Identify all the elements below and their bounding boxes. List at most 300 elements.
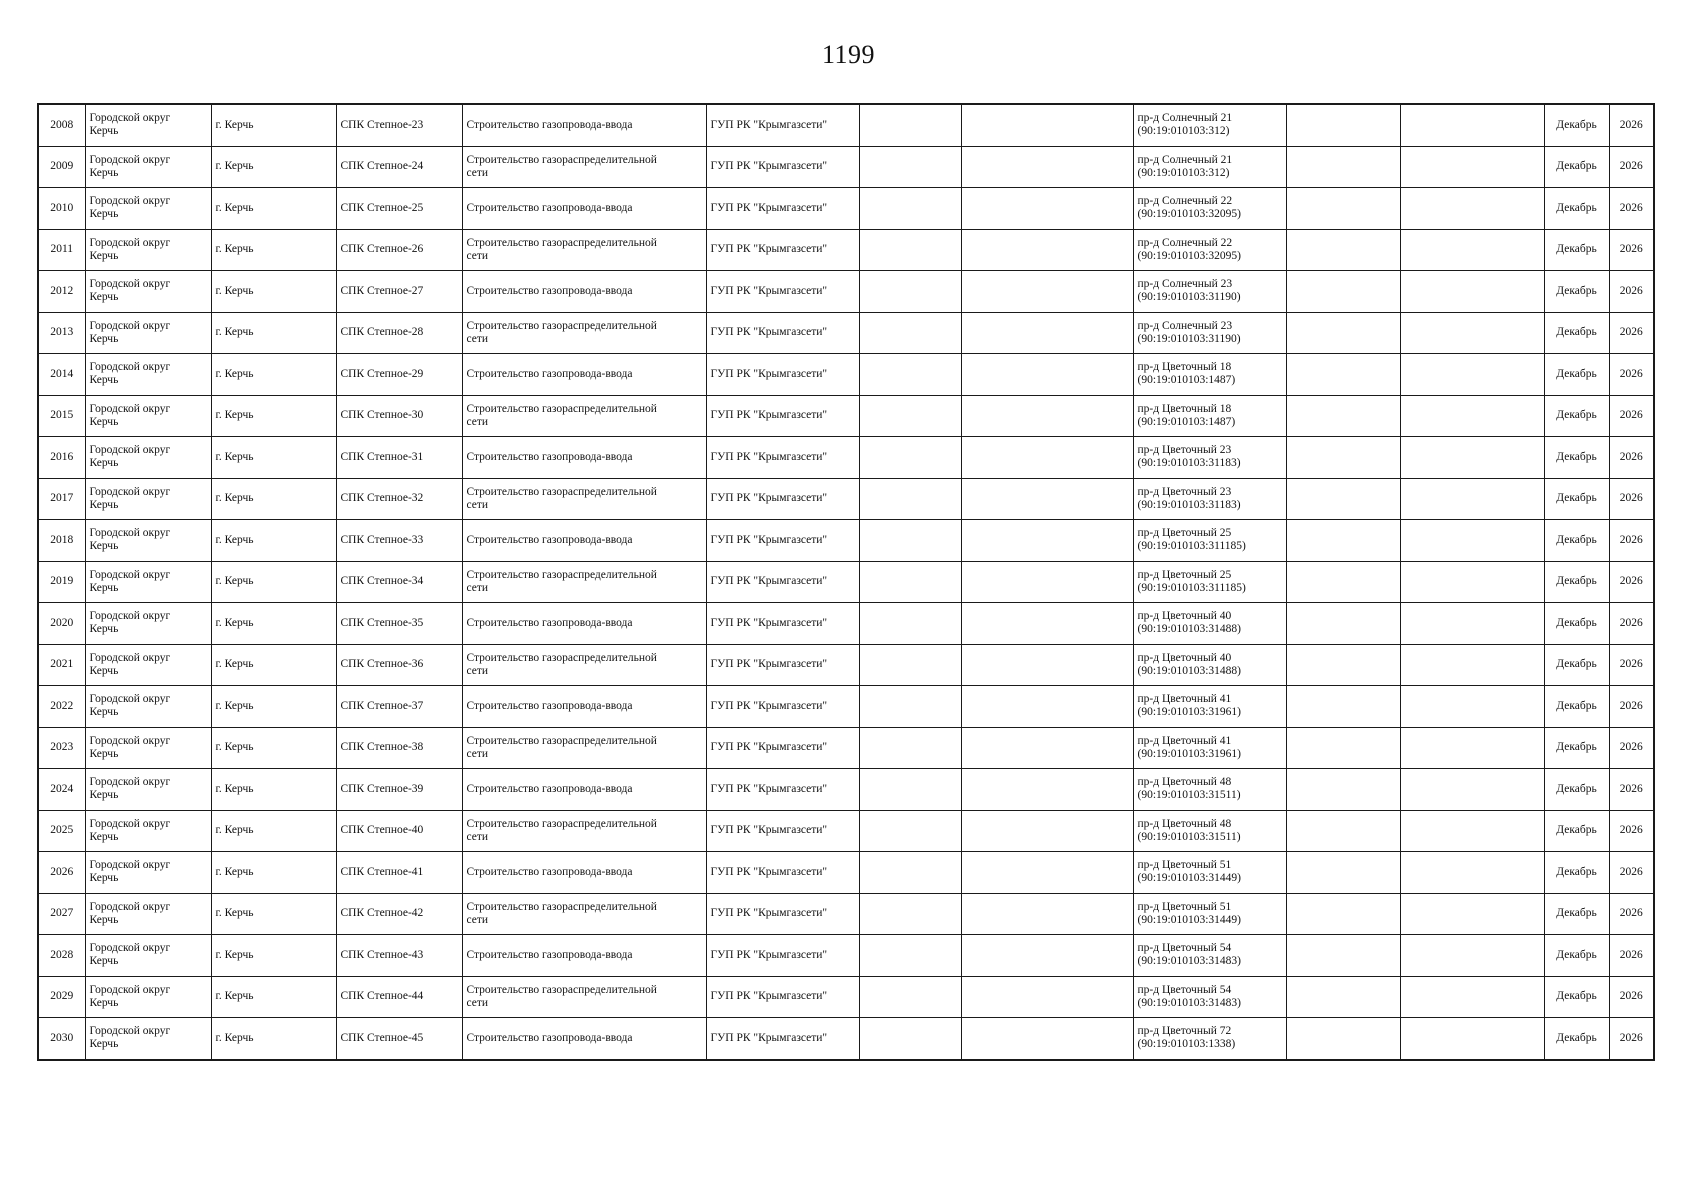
district-line-2: Керчь [89, 747, 119, 760]
month-cell: Декабрь [1544, 229, 1609, 271]
district-line-1: Городской округ [89, 568, 171, 581]
empty-cell [961, 395, 1133, 437]
district-line-1: Городской округ [89, 651, 171, 664]
work-line-1: Строительство газопровода-ввода [466, 865, 633, 878]
district-cell [85, 727, 211, 769]
empty-cell [1286, 769, 1400, 811]
table-row [38, 603, 1654, 645]
address-line-1: пр-д Цветочный 40 [1137, 651, 1232, 664]
empty-cell [859, 478, 961, 520]
work-line-1: Строительство газораспределительной [466, 485, 657, 498]
year-cell: 2026 [1609, 478, 1654, 520]
city-cell: г. Керчь [211, 437, 336, 479]
address-cell [1133, 146, 1286, 188]
address-cell [1133, 395, 1286, 437]
district-cell [85, 520, 211, 562]
address-line-1: пр-д Цветочный 54 [1137, 983, 1232, 996]
year-cell: 2026 [1609, 188, 1654, 230]
city-cell: г. Керчь [211, 229, 336, 271]
address-line-1: пр-д Цветочный 41 [1137, 693, 1232, 706]
empty-cell [961, 935, 1133, 977]
district-line-2: Керчь [89, 996, 119, 1009]
district-line-1: Городской округ [89, 278, 171, 291]
year-cell: 2026 [1609, 437, 1654, 479]
empty-cell [1286, 229, 1400, 271]
district-line-2: Керчь [89, 664, 119, 677]
address-line-1: пр-д Цветочный 25 [1137, 527, 1232, 540]
empty-cell [1286, 395, 1400, 437]
city-cell: г. Керчь [211, 603, 336, 645]
work-type-cell [462, 104, 706, 146]
object-cell: СПК Степное-45 [336, 1018, 462, 1060]
district-cell [85, 561, 211, 603]
district-line-2: Керчь [89, 913, 119, 926]
district-line-1: Городской округ [89, 153, 171, 166]
district-line-1: Городской округ [89, 776, 171, 789]
empty-cell [1286, 478, 1400, 520]
year-cell: 2026 [1609, 354, 1654, 396]
work-line-1: Строительство газораспределительной [466, 402, 657, 415]
table-row [38, 686, 1654, 728]
empty-cell [1400, 188, 1544, 230]
organization-cell: ГУП РК "Крымгазсети" [706, 893, 859, 935]
empty-cell [961, 852, 1133, 894]
district-line-1: Городской округ [89, 734, 171, 747]
empty-cell [859, 893, 961, 935]
work-line-2: сети [466, 664, 489, 677]
table-row [38, 810, 1654, 852]
empty-cell [961, 229, 1133, 271]
organization-cell: ГУП РК "Крымгазсети" [706, 395, 859, 437]
empty-cell [859, 229, 961, 271]
empty-cell [1286, 727, 1400, 769]
district-line-1: Городской округ [89, 402, 171, 415]
object-cell: СПК Степное-28 [336, 312, 462, 354]
table-row [38, 229, 1654, 271]
work-type-cell [462, 395, 706, 437]
empty-cell [1286, 852, 1400, 894]
organization-cell: ГУП РК "Крымгазсети" [706, 146, 859, 188]
row-number-cell: 2029 [38, 976, 85, 1018]
organization-cell: ГУП РК "Крымгазсети" [706, 769, 859, 811]
cadastral-number: (90:19:010103:31190) [1137, 332, 1241, 345]
year-cell: 2026 [1609, 312, 1654, 354]
city-cell: г. Керчь [211, 354, 336, 396]
month-cell: Декабрь [1544, 686, 1609, 728]
row-number-cell: 2009 [38, 146, 85, 188]
work-line-1: Строительство газораспределительной [466, 817, 657, 830]
address-cell [1133, 976, 1286, 1018]
empty-cell [1286, 437, 1400, 479]
address-line-1: пр-д Солнечный 21 [1137, 112, 1233, 125]
organization-cell: ГУП РК "Крымгазсети" [706, 104, 859, 146]
object-cell: СПК Степное-26 [336, 229, 462, 271]
year-cell: 2026 [1609, 146, 1654, 188]
cadastral-number: (90:19:010103:31511) [1137, 789, 1241, 802]
object-cell: СПК Степное-27 [336, 271, 462, 313]
district-cell [85, 478, 211, 520]
district-line-1: Городской округ [89, 319, 171, 332]
district-line-1: Городской округ [89, 859, 171, 872]
work-line-1: Строительство газораспределительной [466, 153, 657, 166]
address-cell [1133, 644, 1286, 686]
month-cell: Декабрь [1544, 893, 1609, 935]
work-type-cell [462, 603, 706, 645]
month-cell: Декабрь [1544, 312, 1609, 354]
month-cell: Декабрь [1544, 395, 1609, 437]
city-cell: г. Керчь [211, 1018, 336, 1060]
empty-cell [859, 271, 961, 313]
district-line-1: Городской округ [89, 983, 171, 996]
empty-cell [961, 104, 1133, 146]
cadastral-number: (90:19:010103:31190) [1137, 291, 1241, 304]
empty-cell [961, 188, 1133, 230]
table-body [38, 104, 1654, 1060]
cadastral-number: (90:19:010103:311185) [1137, 581, 1246, 594]
address-line-1: пр-д Солнечный 22 [1137, 195, 1233, 208]
month-cell: Декабрь [1544, 1018, 1609, 1060]
city-cell: г. Керчь [211, 104, 336, 146]
city-cell: г. Керчь [211, 312, 336, 354]
table-row [38, 437, 1654, 479]
empty-cell [1286, 810, 1400, 852]
address-line-1: пр-д Цветочный 18 [1137, 361, 1232, 374]
district-line-2: Керчь [89, 872, 119, 885]
address-line-1: пр-д Солнечный 22 [1137, 236, 1233, 249]
month-cell: Декабрь [1544, 146, 1609, 188]
object-cell: СПК Степное-32 [336, 478, 462, 520]
work-line-1: Строительство газораспределительной [466, 734, 657, 747]
object-cell: СПК Степное-41 [336, 852, 462, 894]
work-line-1: Строительство газопровода-ввода [466, 201, 633, 214]
work-line-1: Строительство газораспределительной [466, 651, 657, 664]
work-line-1: Строительство газопровода-ввода [466, 616, 633, 629]
row-number-cell: 2013 [38, 312, 85, 354]
work-line-1: Строительство газораспределительной [466, 983, 657, 996]
district-line-2: Керчь [89, 955, 119, 968]
table-row [38, 520, 1654, 562]
address-line-1: пр-д Цветочный 25 [1137, 568, 1232, 581]
address-cell [1133, 354, 1286, 396]
work-line-2: сети [466, 249, 489, 262]
year-cell: 2026 [1609, 976, 1654, 1018]
work-type-cell [462, 354, 706, 396]
district-line-2: Керчь [89, 830, 119, 843]
cadastral-number: (90:19:010103:32095) [1137, 208, 1241, 221]
district-line-1: Городской округ [89, 485, 171, 498]
empty-cell [859, 561, 961, 603]
address-cell [1133, 810, 1286, 852]
empty-cell [961, 1018, 1133, 1060]
empty-cell [859, 935, 961, 977]
row-number-cell: 2027 [38, 893, 85, 935]
city-cell: г. Керчь [211, 935, 336, 977]
work-type-cell [462, 769, 706, 811]
city-cell: г. Керчь [211, 976, 336, 1018]
empty-cell [859, 437, 961, 479]
empty-cell [1400, 603, 1544, 645]
cadastral-number: (90:19:010103:31449) [1137, 913, 1241, 926]
empty-cell [1286, 146, 1400, 188]
work-line-1: Строительство газопровода-ввода [466, 118, 633, 131]
register-table [37, 103, 1655, 1061]
empty-cell [1400, 1018, 1544, 1060]
organization-cell: ГУП РК "Крымгазсети" [706, 312, 859, 354]
district-line-1: Городской округ [89, 236, 171, 249]
empty-cell [1400, 727, 1544, 769]
organization-cell: ГУП РК "Крымгазсети" [706, 976, 859, 1018]
year-cell: 2026 [1609, 104, 1654, 146]
table-row [38, 769, 1654, 811]
district-cell [85, 437, 211, 479]
row-number-cell: 2011 [38, 229, 85, 271]
work-line-2: сети [466, 747, 489, 760]
address-line-1: пр-д Цветочный 48 [1137, 817, 1232, 830]
year-cell: 2026 [1609, 561, 1654, 603]
address-cell [1133, 312, 1286, 354]
year-cell: 2026 [1609, 935, 1654, 977]
organization-cell: ГУП РК "Крымгазсети" [706, 644, 859, 686]
work-type-cell [462, 644, 706, 686]
district-line-1: Городской округ [89, 693, 171, 706]
empty-cell [1286, 520, 1400, 562]
table-row [38, 852, 1654, 894]
empty-cell [961, 561, 1133, 603]
district-line-2: Керчь [89, 540, 119, 553]
empty-cell [961, 769, 1133, 811]
table-row [38, 727, 1654, 769]
empty-cell [1400, 271, 1544, 313]
district-line-2: Керчь [89, 789, 119, 802]
empty-cell [961, 146, 1133, 188]
year-cell: 2026 [1609, 1018, 1654, 1060]
work-type-cell [462, 1018, 706, 1060]
object-cell: СПК Степное-34 [336, 561, 462, 603]
year-cell: 2026 [1609, 229, 1654, 271]
organization-cell: ГУП РК "Крымгазсети" [706, 520, 859, 562]
address-cell [1133, 603, 1286, 645]
organization-cell: ГУП РК "Крымгазсети" [706, 561, 859, 603]
cadastral-number: (90:19:010103:31183) [1137, 498, 1241, 511]
empty-cell [1286, 188, 1400, 230]
table-row [38, 312, 1654, 354]
month-cell: Декабрь [1544, 437, 1609, 479]
object-cell: СПК Степное-36 [336, 644, 462, 686]
table-row [38, 104, 1654, 146]
empty-cell [1400, 810, 1544, 852]
address-cell [1133, 561, 1286, 603]
table-row [38, 478, 1654, 520]
district-line-2: Керчь [89, 623, 119, 636]
work-type-cell [462, 727, 706, 769]
object-cell: СПК Степное-23 [336, 104, 462, 146]
object-cell: СПК Степное-33 [336, 520, 462, 562]
city-cell: г. Керчь [211, 686, 336, 728]
district-line-1: Городской округ [89, 195, 171, 208]
empty-cell [1286, 644, 1400, 686]
district-line-1: Городской округ [89, 817, 171, 830]
address-line-1: пр-д Солнечный 23 [1137, 319, 1233, 332]
address-line-1: пр-д Цветочный 51 [1137, 859, 1232, 872]
district-cell [85, 810, 211, 852]
table-row [38, 146, 1654, 188]
empty-cell [1286, 561, 1400, 603]
city-cell: г. Керчь [211, 769, 336, 811]
empty-cell [961, 727, 1133, 769]
organization-cell: ГУП РК "Крымгазсети" [706, 188, 859, 230]
work-type-cell [462, 271, 706, 313]
district-line-2: Керчь [89, 498, 119, 511]
row-number-cell: 2020 [38, 603, 85, 645]
empty-cell [859, 976, 961, 1018]
work-line-1: Строительство газопровода-ввода [466, 699, 633, 712]
month-cell: Декабрь [1544, 271, 1609, 313]
organization-cell: ГУП РК "Крымгазсети" [706, 727, 859, 769]
address-cell [1133, 271, 1286, 313]
work-type-cell [462, 520, 706, 562]
cadastral-number: (90:19:010103:31488) [1137, 664, 1241, 677]
table-row [38, 188, 1654, 230]
district-line-2: Керчь [89, 457, 119, 470]
address-cell [1133, 852, 1286, 894]
work-line-2: сети [466, 415, 489, 428]
organization-cell: ГУП РК "Крымгазсети" [706, 810, 859, 852]
city-cell: г. Керчь [211, 520, 336, 562]
empty-cell [961, 354, 1133, 396]
page-number: 1199 [821, 40, 876, 69]
empty-cell [1286, 976, 1400, 1018]
city-cell: г. Керчь [211, 727, 336, 769]
district-line-1: Городской округ [89, 527, 171, 540]
cadastral-number: (90:19:010103:32095) [1137, 249, 1241, 262]
table-row [38, 893, 1654, 935]
empty-cell [859, 188, 961, 230]
month-cell: Декабрь [1544, 354, 1609, 396]
row-number-cell: 2021 [38, 644, 85, 686]
address-cell [1133, 769, 1286, 811]
row-number-cell: 2008 [38, 104, 85, 146]
organization-cell: ГУП РК "Крымгазсети" [706, 1018, 859, 1060]
work-line-1: Строительство газопровода-ввода [466, 367, 633, 380]
row-number-cell: 2024 [38, 769, 85, 811]
empty-cell [1286, 312, 1400, 354]
empty-cell [1286, 271, 1400, 313]
work-line-2: сети [466, 913, 489, 926]
empty-cell [1400, 520, 1544, 562]
empty-cell [859, 146, 961, 188]
row-number-cell: 2010 [38, 188, 85, 230]
empty-cell [961, 976, 1133, 1018]
year-cell: 2026 [1609, 271, 1654, 313]
empty-cell [961, 520, 1133, 562]
month-cell: Декабрь [1544, 769, 1609, 811]
object-cell: СПК Степное-42 [336, 893, 462, 935]
row-number-cell: 2022 [38, 686, 85, 728]
address-line-1: пр-д Цветочный 18 [1137, 402, 1232, 415]
row-number-cell: 2012 [38, 271, 85, 313]
empty-cell [1400, 935, 1544, 977]
work-line-2: сети [466, 581, 489, 594]
empty-cell [859, 686, 961, 728]
city-cell: г. Керчь [211, 271, 336, 313]
work-type-cell [462, 146, 706, 188]
empty-cell [1400, 644, 1544, 686]
object-cell: СПК Степное-40 [336, 810, 462, 852]
cadastral-number: (90:19:010103:1338) [1137, 1038, 1236, 1051]
address-cell [1133, 520, 1286, 562]
organization-cell: ГУП РК "Крымгазсети" [706, 852, 859, 894]
empty-cell [859, 354, 961, 396]
address-cell [1133, 935, 1286, 977]
empty-cell [961, 437, 1133, 479]
object-cell: СПК Степное-44 [336, 976, 462, 1018]
row-number-cell: 2016 [38, 437, 85, 479]
cadastral-number: (90:19:010103:31961) [1137, 706, 1241, 719]
empty-cell [859, 520, 961, 562]
month-cell: Декабрь [1544, 852, 1609, 894]
district-cell [85, 146, 211, 188]
empty-cell [859, 312, 961, 354]
district-line-1: Городской округ [89, 610, 171, 623]
city-cell: г. Керчь [211, 561, 336, 603]
object-cell: СПК Степное-25 [336, 188, 462, 230]
row-number-cell: 2030 [38, 1018, 85, 1060]
empty-cell [1400, 561, 1544, 603]
district-cell [85, 686, 211, 728]
work-line-2: сети [466, 498, 489, 511]
district-line-1: Городской округ [89, 900, 171, 913]
cadastral-number: (90:19:010103:31483) [1137, 955, 1241, 968]
address-cell [1133, 1018, 1286, 1060]
table-row [38, 644, 1654, 686]
cadastral-number: (90:19:010103:312) [1137, 125, 1230, 138]
organization-cell: ГУП РК "Крымгазсети" [706, 603, 859, 645]
district-line-2: Керчь [89, 374, 119, 387]
empty-cell [859, 852, 961, 894]
address-cell [1133, 229, 1286, 271]
district-line-2: Керчь [89, 125, 119, 138]
district-cell [85, 769, 211, 811]
cadastral-number: (90:19:010103:31183) [1137, 457, 1241, 470]
object-cell: СПК Степное-37 [336, 686, 462, 728]
work-line-1: Строительство газопровода-ввода [466, 782, 633, 795]
organization-cell: ГУП РК "Крымгазсети" [706, 686, 859, 728]
district-cell [85, 104, 211, 146]
empty-cell [961, 810, 1133, 852]
table-row [38, 395, 1654, 437]
month-cell: Декабрь [1544, 810, 1609, 852]
empty-cell [1400, 146, 1544, 188]
address-line-1: пр-д Цветочный 54 [1137, 942, 1232, 955]
district-line-2: Керчь [89, 249, 119, 262]
address-cell [1133, 437, 1286, 479]
work-type-cell [462, 686, 706, 728]
district-line-2: Керчь [89, 581, 119, 594]
city-cell: г. Керчь [211, 478, 336, 520]
work-line-2: сети [466, 332, 489, 345]
empty-cell [961, 478, 1133, 520]
year-cell: 2026 [1609, 769, 1654, 811]
table-row [38, 935, 1654, 977]
city-cell: г. Керчь [211, 188, 336, 230]
district-cell [85, 893, 211, 935]
city-cell: г. Керчь [211, 893, 336, 935]
row-number-cell: 2028 [38, 935, 85, 977]
object-cell: СПК Степное-35 [336, 603, 462, 645]
city-cell: г. Керчь [211, 395, 336, 437]
district-line-2: Керчь [89, 208, 119, 221]
cadastral-number: (90:19:010103:1487) [1137, 415, 1236, 428]
